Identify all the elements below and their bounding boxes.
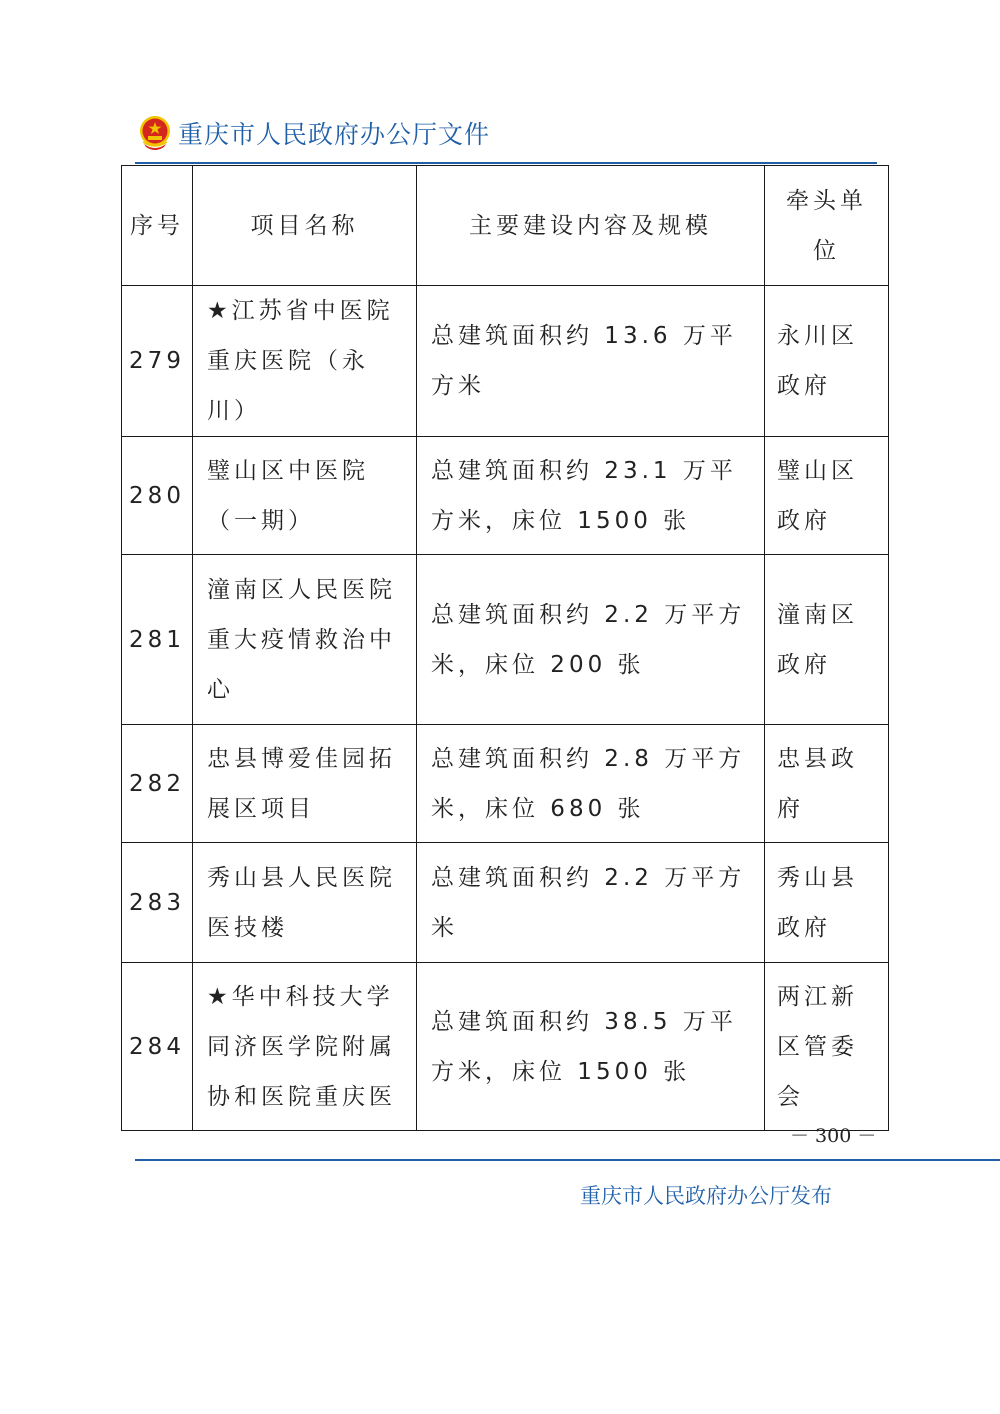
column-header-no: 序号 — [122, 166, 193, 286]
lead-unit: 潼南区政府 — [765, 555, 889, 725]
table-row — [122, 437, 889, 555]
project-content: 总建筑面积约 2.2 万平方米，床位 200 张 — [417, 555, 765, 725]
project-content: 总建筑面积约 13.6 万平方米 — [417, 286, 765, 437]
footer-divider — [135, 1159, 1000, 1161]
table-header-row — [122, 166, 889, 286]
lead-unit: 秀山县政府 — [765, 843, 889, 963]
lead-unit: 璧山区政府 — [765, 437, 889, 555]
lead-unit: 忠县政府 — [765, 725, 889, 843]
table-row — [122, 555, 889, 725]
table-row — [122, 286, 889, 437]
project-name: 璧山区中医院（一期） — [193, 437, 417, 555]
lead-unit: 两江新区管委会 — [765, 963, 889, 1131]
row-number: 283 — [122, 843, 193, 963]
table-row — [122, 843, 889, 963]
project-content: 总建筑面积约 2.8 万平方米，床位 680 张 — [417, 725, 765, 843]
project-name: ★华中科技大学同济医学院附属协和医院重庆医 — [193, 963, 417, 1131]
project-content: 总建筑面积约 23.1 万平方米，床位 1500 张 — [417, 437, 765, 555]
table-row — [122, 963, 889, 1131]
project-name: ★江苏省中医院重庆医院（永川） — [193, 286, 417, 437]
project-content: 总建筑面积约 38.5 万平方米，床位 1500 张 — [417, 963, 765, 1131]
column-header-name: 项目名称 — [193, 166, 417, 286]
national-emblem-icon — [138, 114, 172, 152]
row-number: 282 — [122, 725, 193, 843]
row-number: 281 — [122, 555, 193, 725]
row-number: 284 — [122, 963, 193, 1131]
document-header — [138, 112, 490, 154]
header-divider — [135, 162, 877, 164]
page-number: － 300 － — [790, 1125, 877, 1147]
project-name: 潼南区人民医院重大疫情救治中心 — [193, 555, 417, 725]
header-title: 重庆市人民政府办公厅文件 — [178, 120, 491, 149]
footer-publisher: 重庆市人民政府办公厅发布 — [580, 1184, 832, 1208]
project-name: 忠县博爱佳园拓展区项目 — [193, 725, 417, 843]
project-table — [121, 165, 889, 1131]
column-header-content: 主要建设内容及规模 — [417, 166, 765, 286]
row-number: 280 — [122, 437, 193, 555]
column-header-unit: 牵头单位 — [765, 166, 889, 286]
project-content: 总建筑面积约 2.2 万平方米 — [417, 843, 765, 963]
row-number: 279 — [122, 286, 193, 437]
project-name: 秀山县人民医院医技楼 — [193, 843, 417, 963]
lead-unit: 永川区政府 — [765, 286, 889, 437]
table-row — [122, 725, 889, 843]
